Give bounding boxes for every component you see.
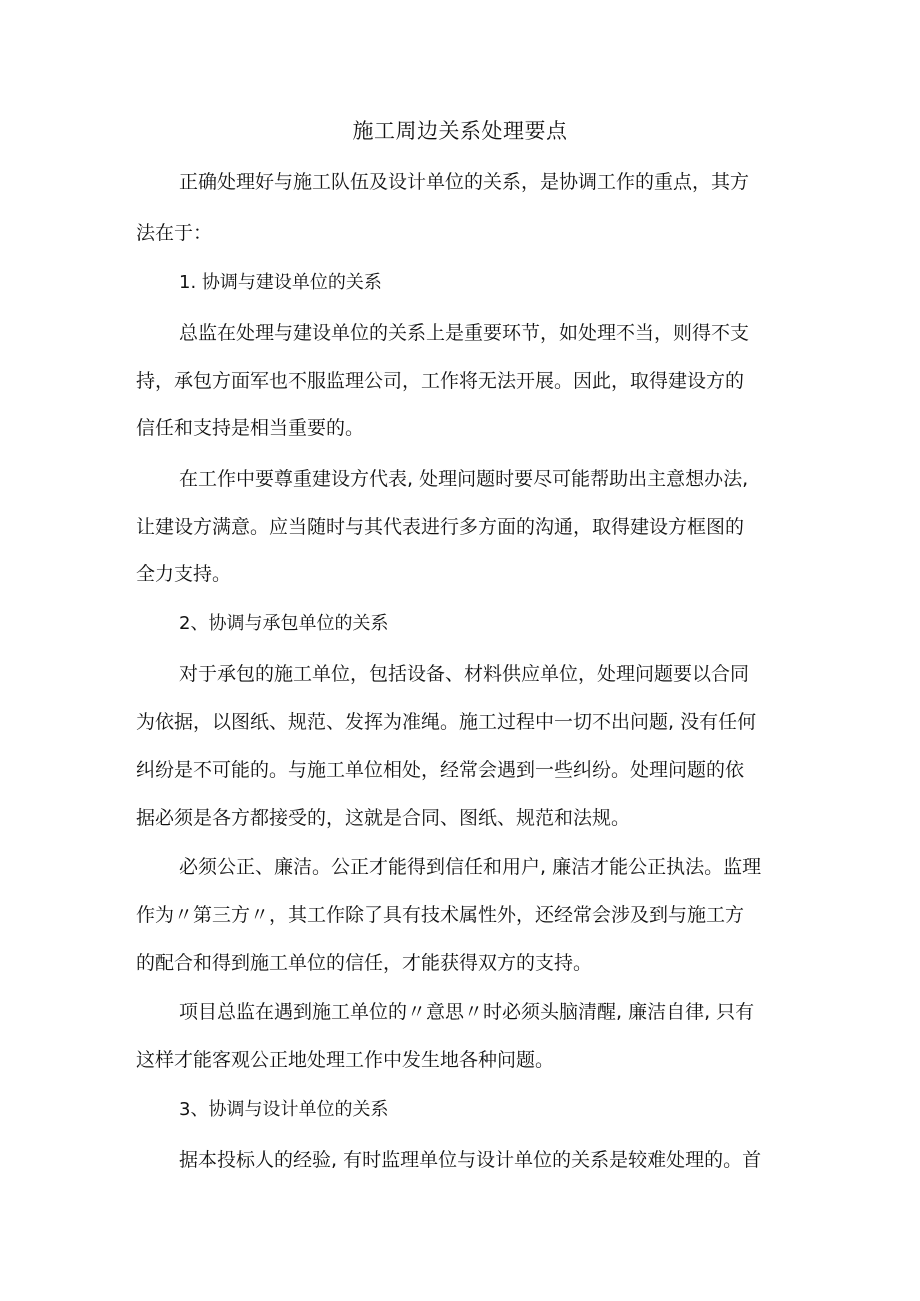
paragraph-line: 持，承包方面军也不服监理公司，工作将无法开展。因此，取得建设方的 — [136, 370, 745, 392]
section-heading-2: 2、协调与承包单位的关系 — [179, 613, 389, 634]
paragraph-line: 信任和支持是相当重要的。 — [136, 417, 365, 439]
paragraph-line: 必须公正、廉洁。公正才能得到信任和用户, 廉洁才能公正执法。监理 — [179, 856, 762, 878]
paragraph-line: 全力支持。 — [136, 563, 232, 585]
paragraph-line: 在工作中要尊重建设方代表, 处理问题时要尽可能帮助出主意想办法, — [179, 468, 749, 490]
paragraph-line: 对于承包的施工单位，包括设备、材料供应单位，处理问题要以合同 — [179, 663, 750, 685]
section-heading-3: 3、协调与设计单位的关系 — [179, 1099, 389, 1120]
paragraph-line: 据必须是各方都接受的，这就是合同、图纸、规范和法规。 — [136, 807, 631, 829]
paragraph-line: 的配合和得到施工单位的信任，才能获得双方的支持。 — [136, 952, 593, 974]
paragraph-line: 总监在处理与建设单位的关系上是重要环节，如处理不当，则得不支 — [179, 322, 750, 344]
paragraph-line: 为依据，以图纸、规范、发挥为准绳。施工过程中一切不出问题, 没有任何 — [136, 711, 757, 733]
paragraph-line: 据本投标人的经验, 有时监理单位与设计单位的关系是较难处理的。首 — [179, 1149, 762, 1171]
paragraph-line: 正确处理好与施工队伍及设计单位的关系，是协调工作的重点，其方 — [179, 171, 750, 193]
paragraph-line: 让建设方满意。应当随时与其代表进行多方面的沟通，取得建设方框图的 — [136, 516, 745, 538]
page-title: 施工周边关系处理要点 — [352, 119, 568, 143]
section-heading-1: 1. 协调与建设单位的关系 — [179, 272, 382, 293]
paragraph-line: 纠纷是不可能的。与施工单位相处，经常会遇到一些纠纷。处理问题的依 — [136, 759, 745, 781]
paragraph-line: 法在于： — [136, 222, 213, 244]
paragraph-line: 项目总监在遇到施工单位的〃意思〃时必须头脑清醒, 廉洁自律, 只有 — [179, 1001, 755, 1023]
paragraph-line: 这样才能客观公正地处理工作中发生地各种问题。 — [136, 1049, 555, 1071]
paragraph-line: 作为〃第三方〃，其工作除了具有技术属性外，还经常会涉及到与施工方 — [136, 904, 745, 926]
